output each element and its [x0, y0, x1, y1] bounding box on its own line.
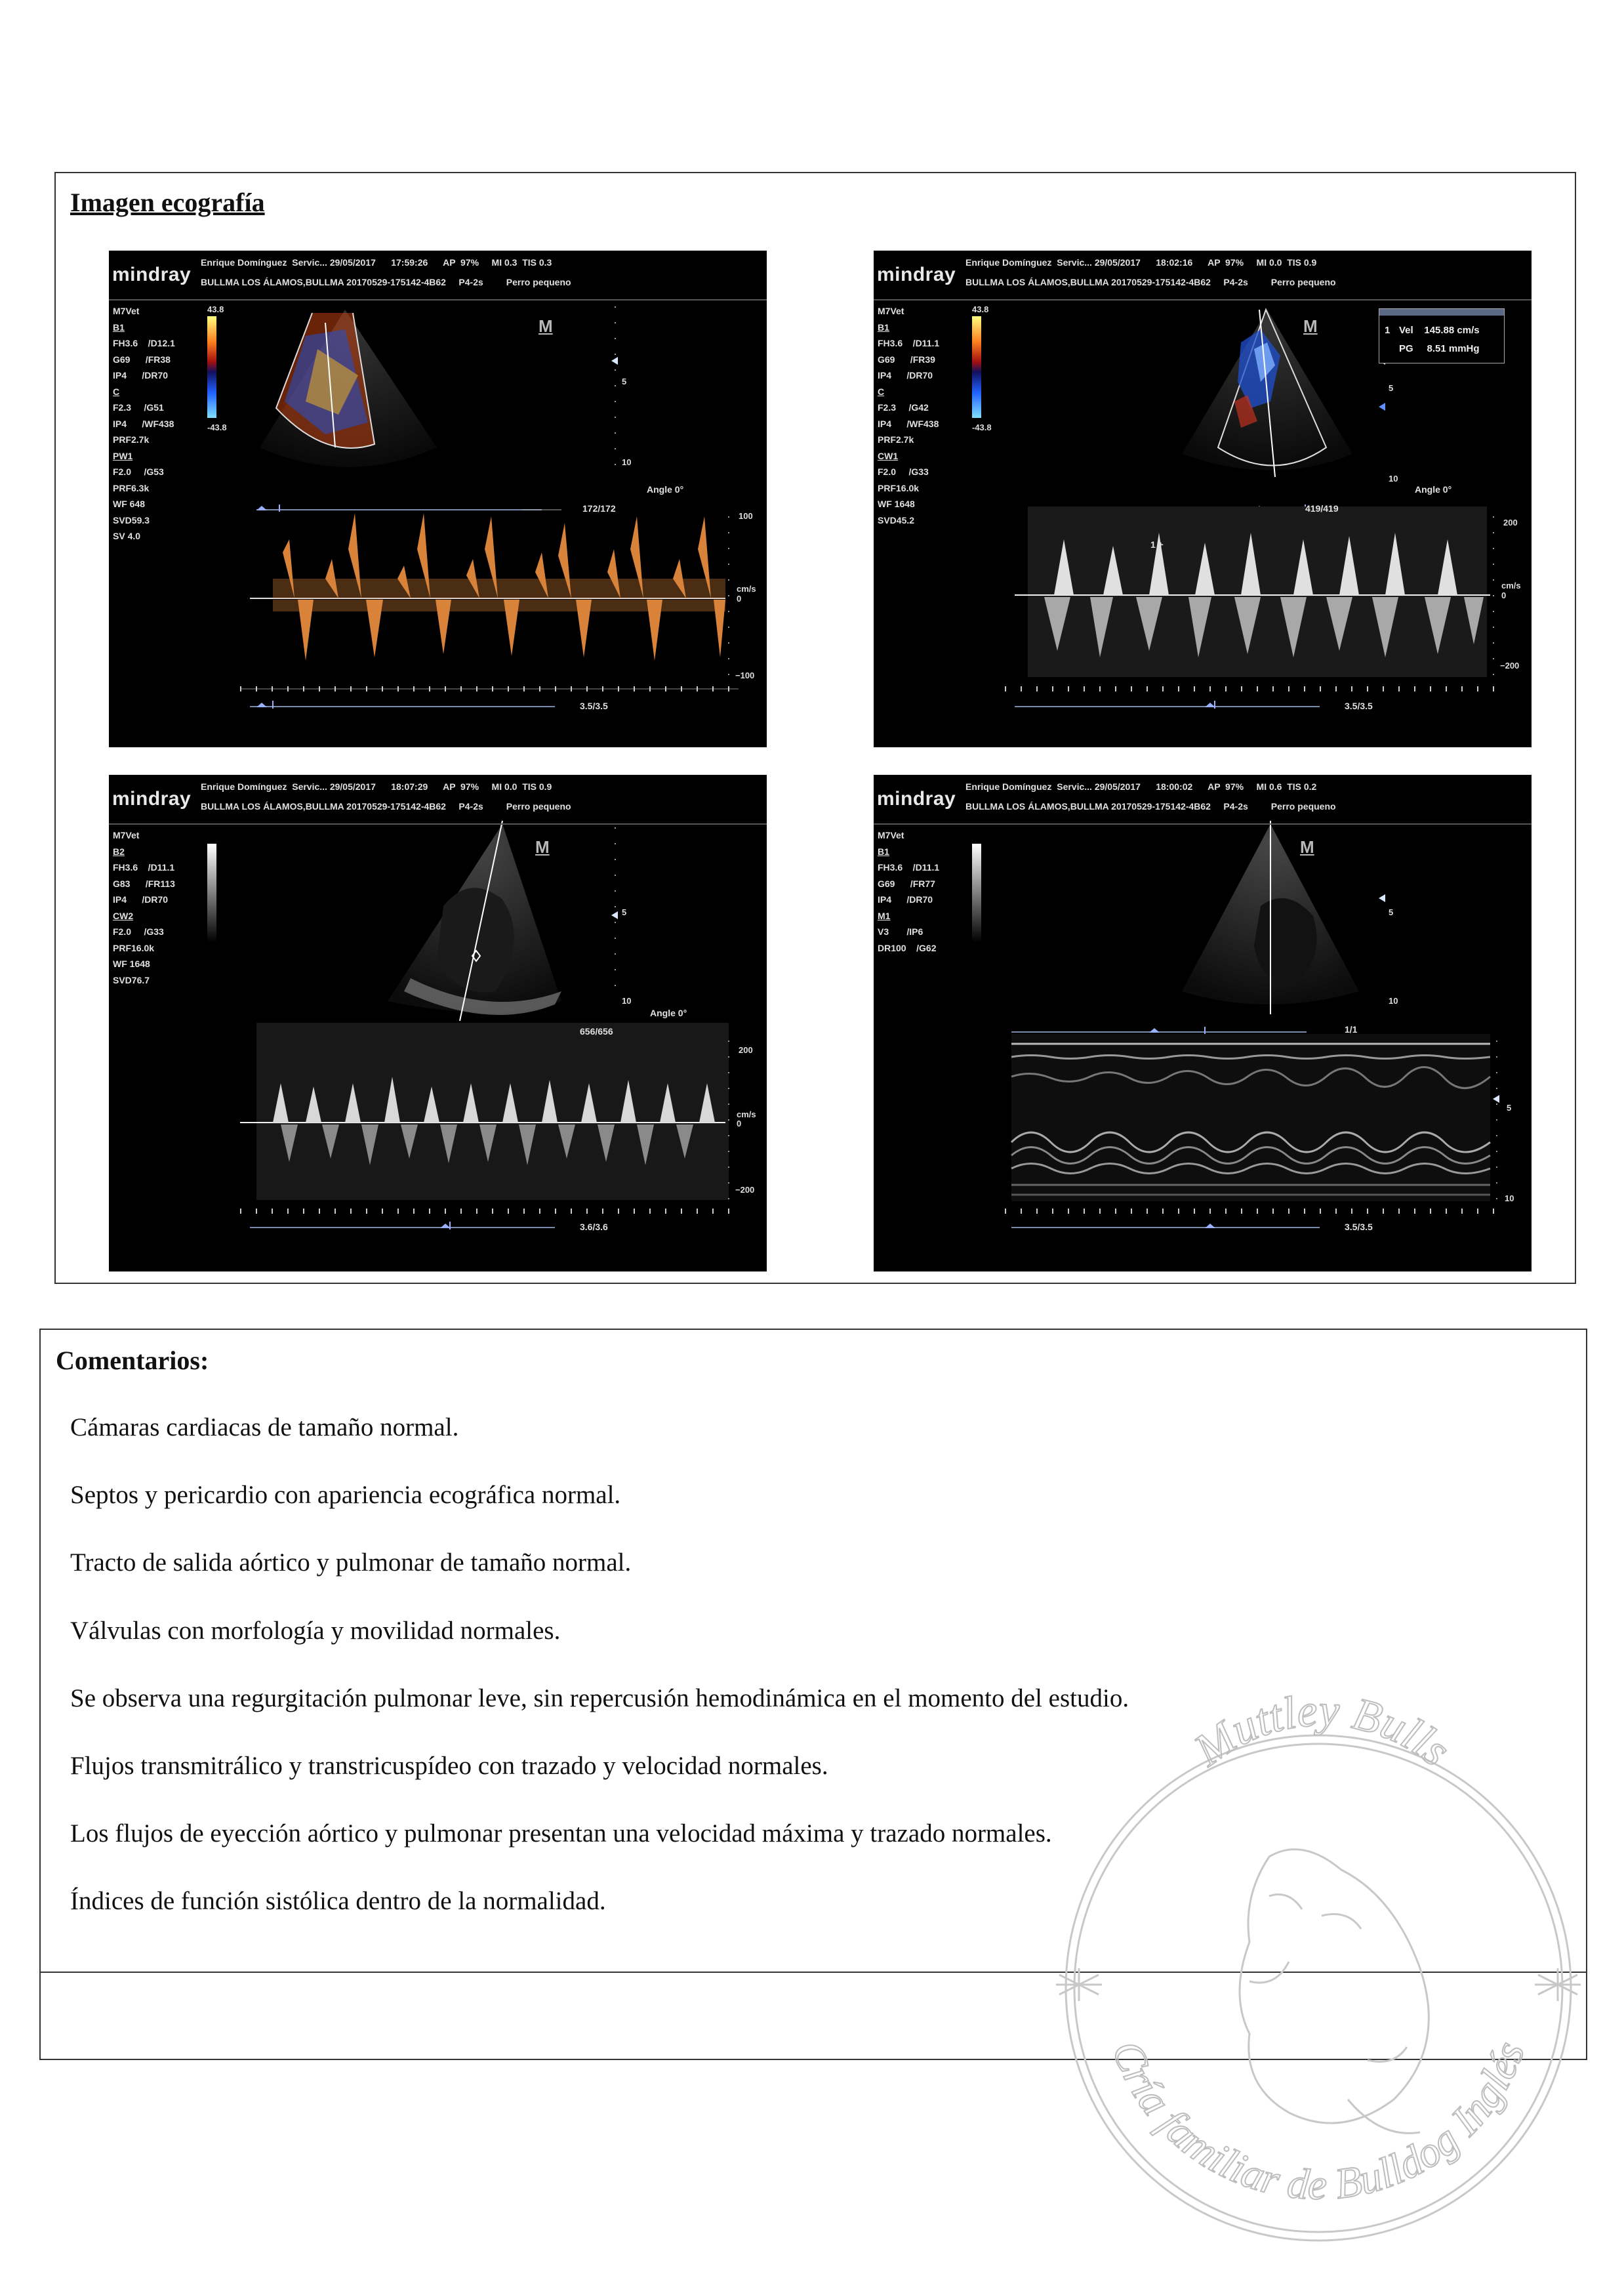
velocity-unit: cm/s: [737, 1109, 756, 1119]
comment-item: Tracto de salida aórtico y pulmonar de tamaño normal.: [70, 1548, 632, 1577]
param: PW1: [113, 450, 133, 461]
comment-item: Cámaras cardiacas de tamaño normal.: [70, 1413, 459, 1441]
header-line-1: Enrique Domínguez Servic... 29/05/2017 18:07:29 AP 97% MI 0.0 TIS 0.9: [201, 781, 552, 792]
param: SVD76.7: [113, 974, 150, 985]
header-line-1: Enrique Domínguez Servic... 29/05/2017 18:00:02 AP 97% MI 0.6 TIS 0.2: [965, 781, 1317, 792]
ratio-bottom: 3.5/3.5: [580, 701, 608, 711]
velocity-top: 200: [1503, 518, 1518, 527]
param: B1: [878, 846, 889, 857]
velocity-unit: cm/s: [1501, 581, 1521, 590]
ultrasound-header: [109, 775, 767, 825]
param: IP4 /DR70: [878, 894, 933, 905]
kennel-stamp: [1053, 1680, 1584, 2270]
param: WF 1648: [878, 499, 915, 509]
parameter-list: [113, 303, 205, 545]
velocity-zero: 0: [737, 594, 742, 604]
param: V3 /IP6: [878, 926, 924, 937]
velocity-zero: 0: [737, 1119, 742, 1128]
comment-item: Flujos transmitrálico y transtricuspídeo con trazado y velocidad normales.: [70, 1752, 828, 1780]
stamp-bottom-text: Cría familiar de Bulldog Inglés: [1103, 2035, 1534, 2209]
param: FH3.6 /D11.1: [878, 338, 940, 348]
depth-10: 10: [1389, 474, 1398, 484]
mindray-logo: mindray: [877, 788, 956, 810]
ratio-bottom: 3.5/3.5: [1345, 701, 1373, 711]
param: F2.0 /G53: [113, 466, 164, 477]
depth-10: 10: [1389, 996, 1398, 1006]
cursor-label: 1 +: [1150, 539, 1164, 550]
ultrasound-header: [109, 251, 767, 300]
angle-label: Angle 0°: [1415, 484, 1452, 495]
velocity-bottom: −200: [735, 1185, 755, 1195]
ultrasound-graphics: [874, 775, 1532, 1271]
parameter-list: [113, 827, 205, 988]
comment-item: Los flujos de eyección aórtico y pulmonar presentan una velocidad máxima y trazado normales.: [70, 1819, 1052, 1848]
comments-title: Comentarios:: [56, 1346, 209, 1375]
ratio-bottom: 3.5/3.5: [1345, 1222, 1373, 1232]
param: FH3.6 /D11.1: [113, 862, 175, 873]
param: G69 /FR39: [878, 354, 935, 365]
ultrasound-header: [874, 251, 1532, 300]
ratio-top: 656/656: [580, 1026, 613, 1037]
param: FH3.6 /D12.1: [113, 338, 175, 348]
param: PRF16.0k: [113, 942, 155, 953]
comment-item: Índices de función sistólica dentro de la normalidad.: [70, 1887, 606, 1915]
mindray-logo: mindray: [112, 788, 192, 810]
param: M7Vet: [878, 830, 904, 840]
param: IP4 /WF438: [878, 418, 939, 429]
velocity-top: 200: [739, 1045, 753, 1055]
comment-item: Válvulas con morfología y movilidad normales.: [70, 1617, 561, 1645]
param: F2.0 /G33: [878, 466, 929, 477]
mindray-logo: mindray: [877, 264, 956, 285]
m-depth-5: 5: [1507, 1103, 1512, 1113]
param: SVD59.3: [113, 514, 150, 526]
header-line-2: BULLMA LOS ÁLAMOS,BULLMA 20170529-175142-4B62 P4-2s Perro pequeno: [965, 277, 1336, 287]
depth-5: 5: [1389, 383, 1394, 393]
ultrasound-panel-cw-color: [874, 251, 1532, 747]
param: M1: [878, 910, 891, 921]
param: C: [878, 386, 885, 397]
param: IP4 /DR70: [113, 370, 169, 381]
depth-10: 10: [622, 996, 632, 1006]
param: B1: [878, 321, 889, 333]
param: SVD45.2: [878, 514, 915, 526]
param: IP4 /WF438: [113, 418, 174, 429]
comment-item: Septos y pericardio con apariencia ecográfica normal.: [70, 1481, 621, 1509]
color-scale-bottom: -43.8: [207, 423, 227, 432]
param: G69 /FR77: [878, 878, 935, 889]
depth-5: 5: [622, 907, 627, 917]
param: PRF16.0k: [878, 482, 920, 493]
param: SV 4.0: [113, 531, 141, 541]
ratio-top: 172/172: [582, 503, 616, 514]
measure-pg: PG 8.51 mmHg: [1399, 343, 1480, 354]
param: G83 /FR113: [113, 878, 175, 889]
param: CW1: [878, 450, 899, 461]
svg-text:Muttley Bulls: [1185, 1685, 1459, 1776]
velocity-measure-box: [1379, 308, 1505, 363]
ultrasound-header: [874, 775, 1532, 825]
m-marker: M: [538, 316, 553, 336]
param: WF 1648: [113, 959, 150, 969]
mindray-logo: mindray: [112, 264, 192, 285]
param: FH3.6 /D11.1: [878, 862, 940, 873]
m-depth-10: 10: [1505, 1193, 1514, 1203]
parameter-list: [878, 827, 969, 956]
param: F2.3 /G42: [878, 402, 929, 413]
velocity-bottom: −100: [735, 671, 755, 680]
ultrasound-graphics: [109, 775, 767, 1271]
depth-5: 5: [1389, 907, 1394, 917]
color-scale-top: 43.8: [207, 304, 224, 314]
header-line-2: BULLMA LOS ÁLAMOS,BULLMA 20170529-175142-4B62 P4-2s Perro pequeno: [201, 801, 571, 812]
param: B1: [113, 321, 125, 333]
param: F2.0 /G33: [113, 926, 164, 937]
param: B2: [113, 846, 125, 857]
header-line-1: Enrique Domínguez Servic... 29/05/2017 18:02:16 AP 97% MI 0.0 TIS 0.9: [965, 257, 1317, 268]
ultrasound-panel-pw: [109, 251, 767, 747]
header-line-2: BULLMA LOS ÁLAMOS,BULLMA 20170529-175142-4B62 P4-2s Perro pequeno: [965, 801, 1336, 812]
velocity-zero: 0: [1501, 590, 1507, 600]
measure-velocity: Vel 145.88 cm/s: [1399, 325, 1480, 336]
ratio-top: 419/419: [1305, 503, 1339, 514]
comment-item: Se observa una regurgitación pulmonar leve, sin repercusión hemodinámica en el momento del estudio.: [70, 1684, 1129, 1712]
param: CW2: [113, 910, 134, 921]
param: IP4 /DR70: [113, 894, 169, 905]
param: WF 648: [113, 499, 146, 509]
angle-label: Angle 0°: [647, 484, 684, 495]
depth-5: 5: [622, 377, 627, 386]
param: PRF2.7k: [113, 434, 150, 445]
param: M7Vet: [113, 830, 140, 840]
m-marker: M: [1303, 316, 1318, 336]
ratio-top: 1/1: [1345, 1024, 1358, 1035]
ultrasound-panel-cw: [109, 775, 767, 1271]
param: M7Vet: [113, 306, 140, 316]
ultrasound-graphics: [109, 251, 767, 747]
header-line-2: BULLMA LOS ÁLAMOS,BULLMA 20170529-175142-4B62 P4-2s Perro pequeno: [201, 277, 571, 287]
parameter-list: [878, 303, 969, 528]
param: M7Vet: [878, 306, 904, 316]
param: PRF6.3k: [113, 482, 150, 493]
param: PRF2.7k: [878, 434, 914, 445]
images-section-title: Imagen ecografía: [70, 188, 265, 217]
param: C: [113, 386, 120, 397]
color-scale-bar: [207, 316, 216, 418]
header-line-1: Enrique Domínguez Servic... 29/05/2017 17:59:26 AP 97% MI 0.3 TIS 0.3: [201, 257, 552, 268]
velocity-bottom: −200: [1500, 661, 1520, 671]
param: F2.3 /G51: [113, 402, 164, 413]
depth-10: 10: [622, 457, 632, 467]
angle-label: Angle 0°: [650, 1008, 687, 1018]
m-marker: M: [1300, 837, 1314, 857]
color-scale-top: 43.8: [972, 304, 989, 314]
stamp-top-text: Muttley Bulls: [1185, 1685, 1459, 1777]
velocity-top: 100: [739, 511, 753, 521]
param: DR100 /G62: [878, 942, 937, 953]
param: IP4 /DR70: [878, 370, 933, 381]
ultrasound-panel-m-mode: [874, 775, 1532, 1271]
measure-index: 1: [1385, 325, 1391, 336]
ratio-bottom: 3.6/3.6: [580, 1222, 608, 1232]
velocity-unit: cm/s: [737, 584, 756, 594]
color-scale-bottom: -43.8: [972, 423, 992, 432]
param: G69 /FR38: [113, 354, 171, 365]
m-marker: M: [535, 837, 550, 857]
